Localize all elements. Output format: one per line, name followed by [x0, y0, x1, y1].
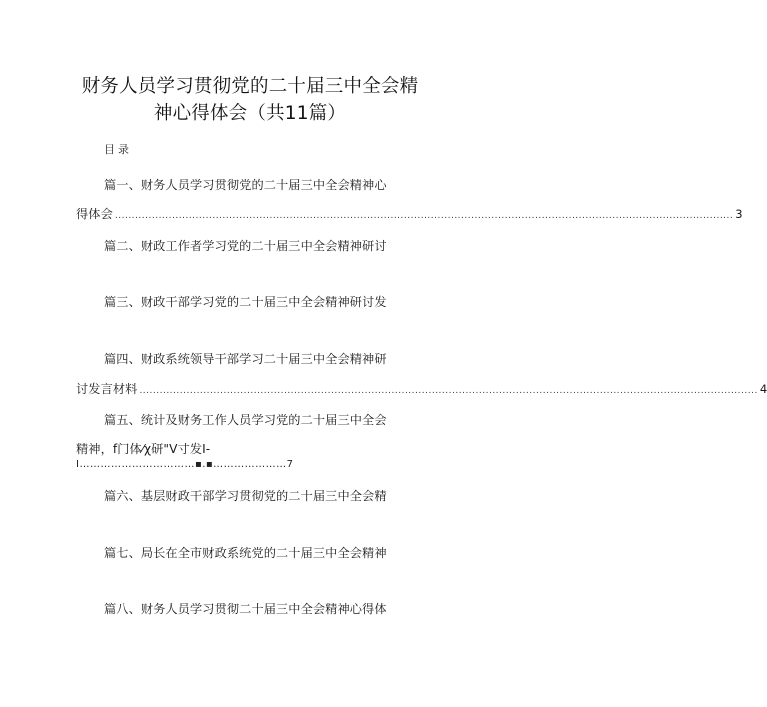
toc-entry-1-continuation[interactable]	[76, 205, 743, 222]
toc-entry-4-text: 讨发言材料	[76, 382, 138, 396]
toc-entry-1[interactable]: 篇一、财务人员学习贯彻党的二十届三中全会精神心	[104, 178, 387, 192]
toc-entry-7[interactable]: 篇七、局长在全市财政系统党的二十届三中全会精神	[104, 546, 387, 560]
toc-entry-4[interactable]: 篇四、财政系统领导干部学习二十届三中全会精神研	[104, 352, 387, 366]
toc-entry-5-leader: I……………………………▪.▪…………………7	[76, 459, 294, 470]
toc-heading: 目录	[104, 143, 132, 156]
toc-leader-dots: ........................................................................................................................................................................................	[139, 386, 758, 396]
toc-leader-dots: ........................................................................................................................................................................................	[114, 211, 734, 221]
toc-entry-4-continuation[interactable]	[76, 380, 767, 397]
document-title-line-1: 财务人员学习贯彻党的二十届三中全会精	[81, 76, 419, 97]
toc-entry-1-page: 3	[735, 207, 743, 221]
toc-entry-8[interactable]: 篇八、财务人员学习贯彻二十届三中全会精神心得体	[104, 602, 387, 616]
toc-entry-5-continuation[interactable]: 精神，f门体⁄χ研"V寸发I-	[76, 442, 211, 456]
toc-entry-4-page: 4	[759, 382, 767, 396]
document-title-line-2: 神心得体会（共11篇）	[153, 103, 347, 124]
toc-entry-1-text: 得体会	[76, 207, 113, 221]
toc-entry-6[interactable]: 篇六、基层财政干部学习贯彻党的二十届三中全会精	[104, 489, 387, 503]
toc-entry-3[interactable]: 篇三、财政干部学习党的二十届三中全会精神研讨发	[104, 295, 387, 309]
toc-entry-5[interactable]: 篇五、统计及财务工作人员学习党的二十届三中全会	[104, 413, 387, 427]
toc-entry-2[interactable]: 篇二、财政工作者学习党的二十届三中全会精神研讨	[104, 239, 387, 253]
